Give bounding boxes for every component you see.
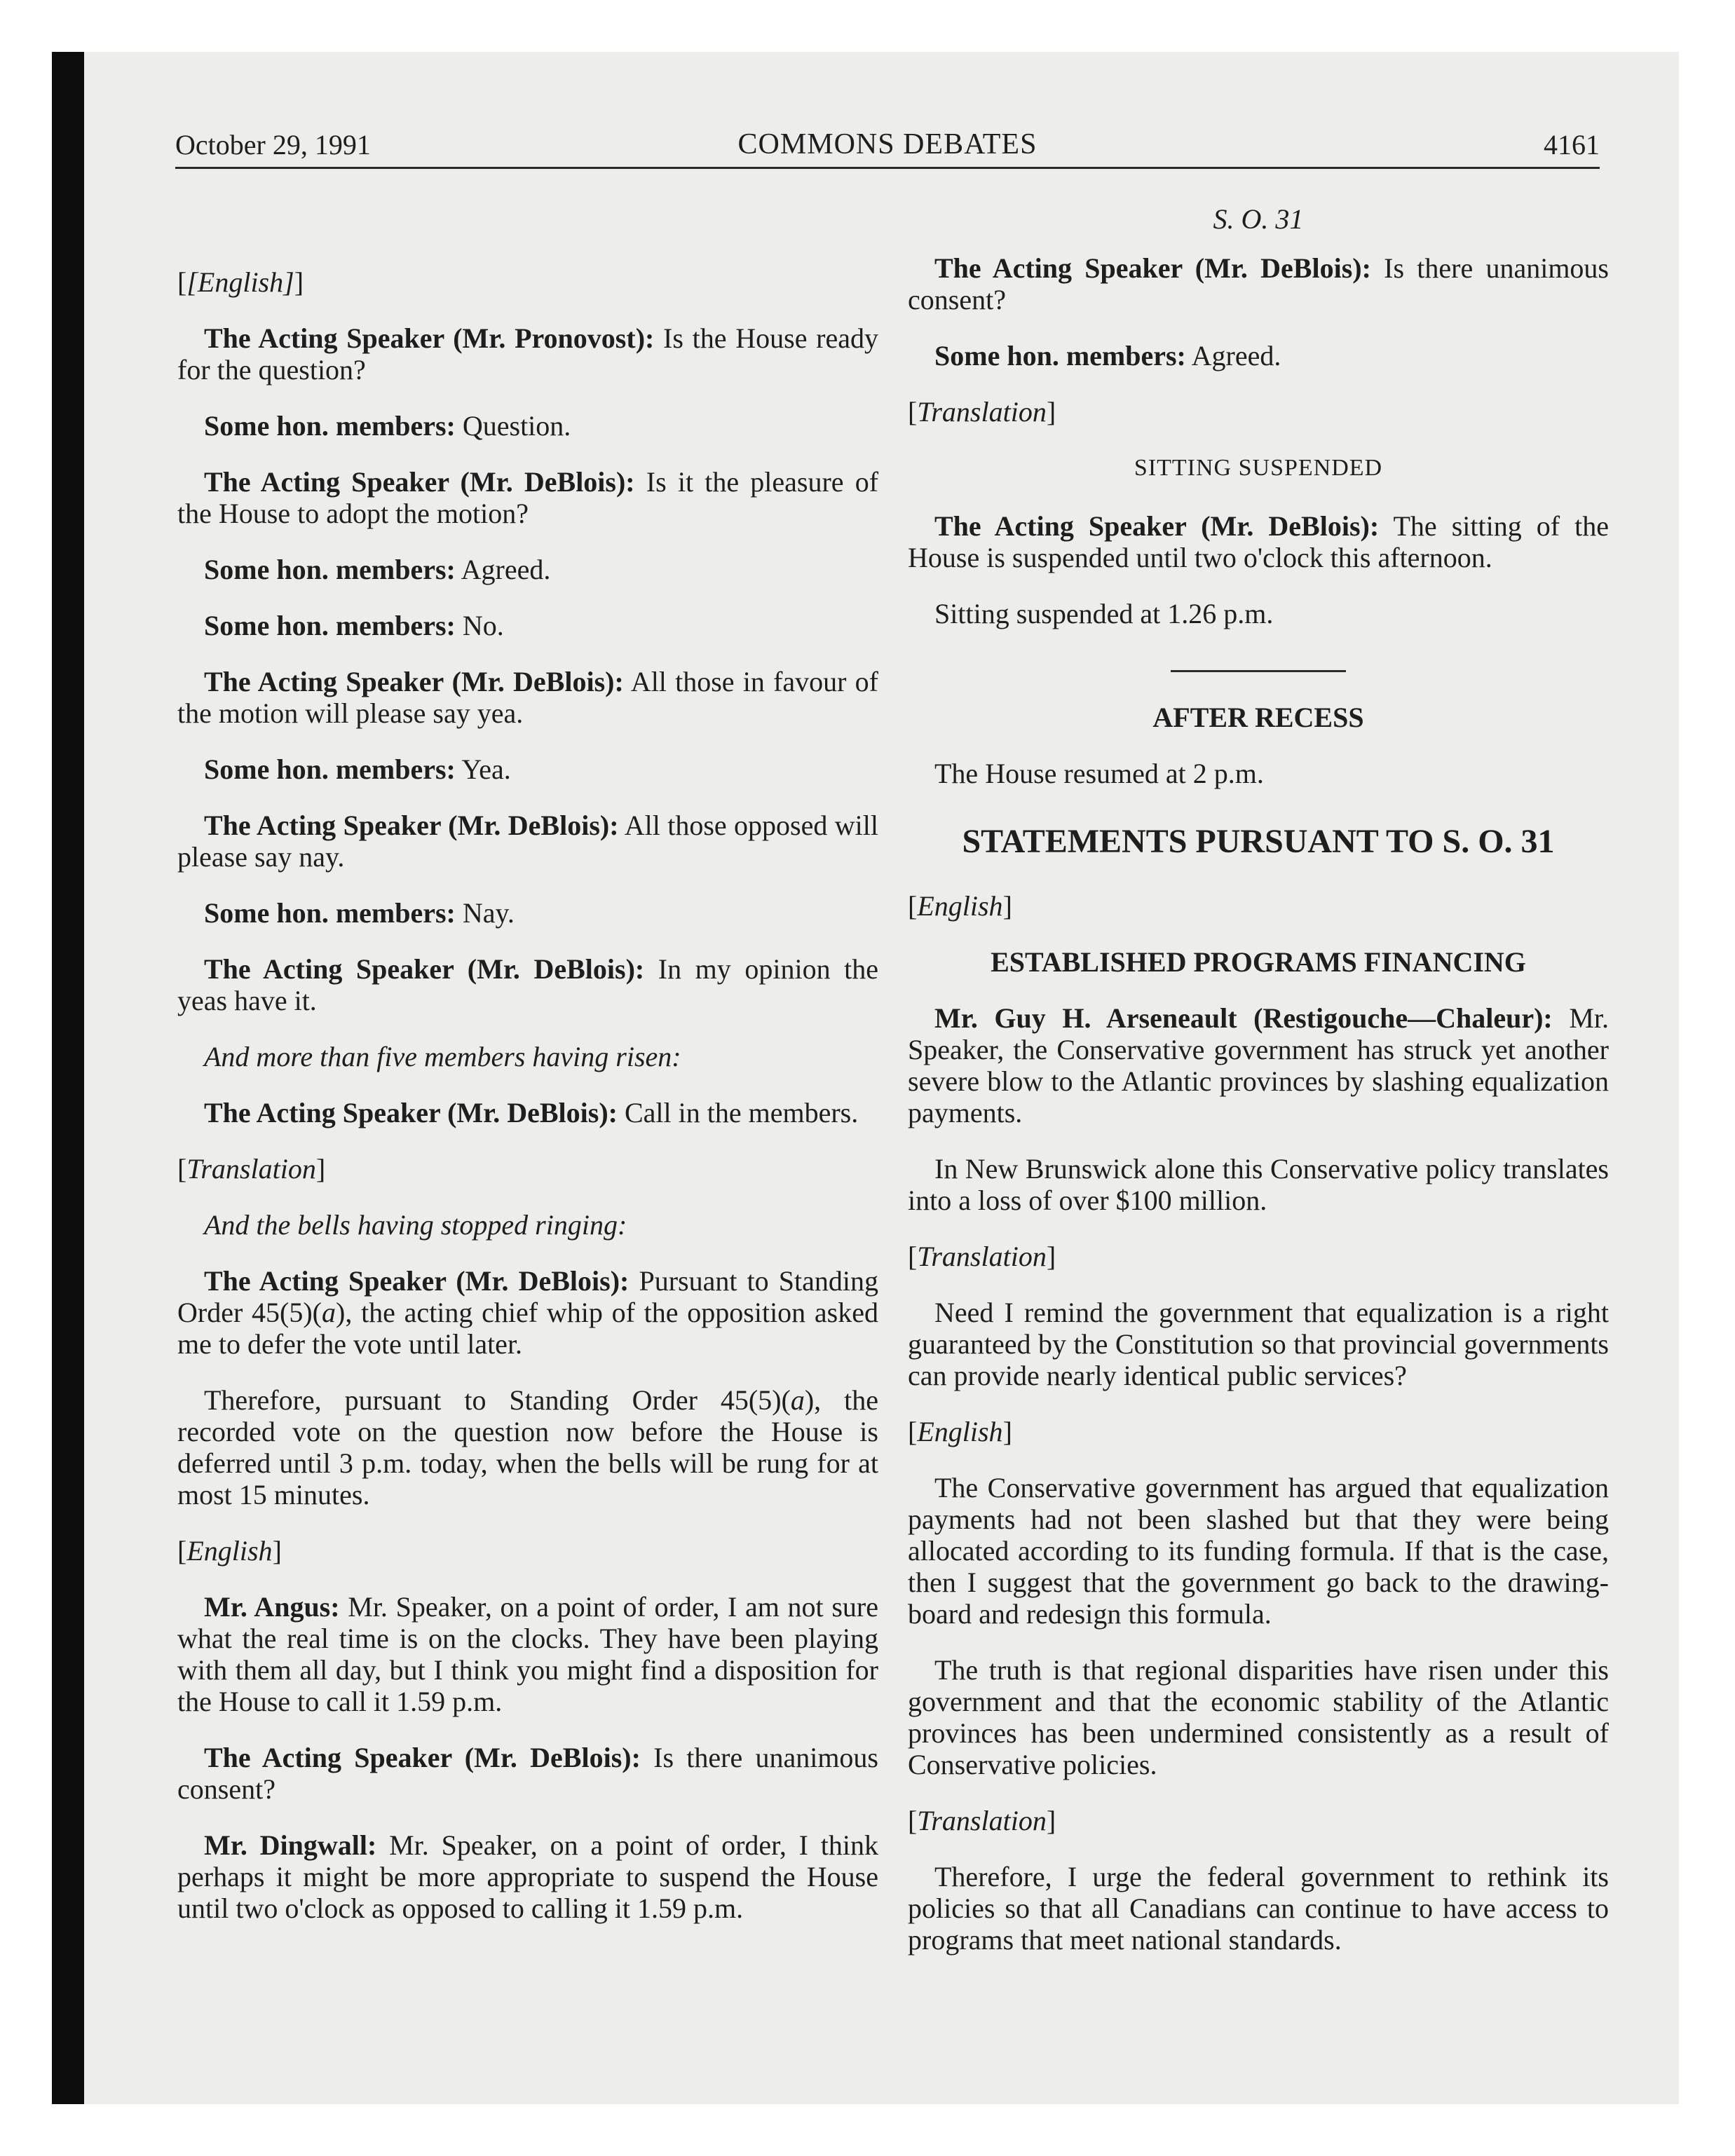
speech-text: Mr. Speaker, the Conservative government has struck yet another severe blow to the Atlantic provinces by slashing equalization payments.	[908, 1002, 1609, 1128]
speech-text: The sitting of the House is suspended until two o'clock this afternoon.	[908, 510, 1609, 573]
header-title: COMMONS DEBATES	[737, 128, 1037, 161]
speech-text: Question.	[455, 410, 571, 442]
speaker-name: Some hon. members:	[204, 554, 456, 585]
speech-text: Agreed.	[1185, 340, 1281, 371]
speech-paragraph	[177, 466, 878, 529]
speech-paragraph	[177, 554, 878, 585]
speaker-name: Some hon. members:	[204, 610, 456, 641]
speech-paragraph: In New Brunswick alone this Conservative policy translates into a loss of over $100 million.	[908, 1153, 1609, 1216]
section-divider	[1171, 670, 1346, 672]
speaker-name: Mr. Dingwall:	[204, 1829, 377, 1861]
language-tag: [English]	[177, 1535, 282, 1567]
speech-text: Mr. Speaker, on a point of order, I think perhaps it might be more appropriate to suspend the House until two o'clock as opposed to calling it 1.59 p.m.	[177, 1829, 879, 1924]
right-column	[908, 203, 1609, 1980]
header-date: October 29, 1991	[175, 129, 371, 161]
speaker-name: The Acting Speaker (Mr. DeBlois):	[204, 466, 635, 498]
speaker-name: Some hon. members:	[204, 753, 456, 785]
speech-text: Call in the members.	[617, 1097, 859, 1128]
speech-paragraph	[908, 510, 1609, 573]
language-tag: [Translation]	[177, 1153, 326, 1185]
speech-paragraph: The Conservative government has argued that equalization payments had not been slashed but that they were being allocated according to its funding formula. If that is the case, then I suggest that the government go back to the drawing-board and redesign this formula.	[908, 1472, 1609, 1630]
speaker-name: The Acting Speaker (Mr. DeBlois):	[934, 510, 1380, 542]
stage-direction: And more than five members having risen:	[204, 1041, 681, 1072]
speaker-name: Mr. Angus:	[204, 1591, 340, 1623]
speech-text: All those opposed will please say nay.	[177, 810, 878, 873]
speech-text: Pursuant to Standing Order 45(5)(	[177, 1265, 879, 1328]
speech-paragraph	[908, 1002, 1609, 1128]
speech-text: Therefore, pursuant to Standing Order 45(5)(	[204, 1384, 791, 1416]
speech-text-italic: a	[790, 1384, 805, 1416]
speech-text: Is there unanimous consent?	[177, 1742, 878, 1805]
after-recess-heading: AFTER RECESS	[1152, 702, 1364, 733]
speaker-name: Some hon. members:	[204, 410, 456, 442]
procedural-note: The House resumed at 2 p.m.	[934, 758, 1264, 789]
language-tag-text: [English]	[186, 266, 294, 298]
speaker-name: Some hon. members:	[934, 340, 1186, 371]
speech-text: Is it the pleasure of the House to adopt the motion?	[177, 466, 879, 529]
language-tag-text: Translation	[917, 1805, 1047, 1836]
speech-paragraph	[177, 953, 878, 1016]
speaker-name: The Acting Speaker (Mr. Pronovost):	[204, 322, 655, 354]
header-page-number: 4161	[1544, 129, 1600, 161]
speech-paragraph	[177, 1265, 878, 1360]
standing-order-reference: S. O. 31	[1213, 203, 1304, 235]
language-tag-text: Translation	[186, 1153, 316, 1185]
speech-text-italic: a	[322, 1297, 336, 1328]
speech-text: All those in favour of the motion will please say yea.	[177, 666, 879, 729]
speech-paragraph	[177, 666, 878, 729]
speech-paragraph	[908, 340, 1609, 371]
speaker-name: Some hon. members:	[204, 897, 456, 929]
speech-text: ), the acting chief whip of the opposition asked me to defer the vote until later.	[177, 1297, 879, 1360]
sitting-suspended-heading: SITTING SUSPENDED	[1134, 455, 1383, 481]
speech-paragraph	[177, 753, 878, 785]
speech-paragraph	[177, 1384, 878, 1510]
speech-paragraph: Therefore, I urge the federal government to rethink its policies so that all Canadians can continue to have access to programs that meet national standards.	[908, 1861, 1609, 1956]
subject-heading: ESTABLISHED PROGRAMS FINANCING	[991, 946, 1526, 978]
speech-text: Yea.	[455, 753, 511, 785]
speaker-name: Mr. Guy H. Arseneault (Restigouche—Chaleur):	[934, 1002, 1553, 1034]
procedural-note: Sitting suspended at 1.26 p.m.	[934, 598, 1274, 629]
speech-text: Mr. Speaker, on a point of order, I am not sure what the real time is on the clocks. They have been playing with them all day, but I think you might find a disposition for the House to call it 1.59 p.m.	[177, 1591, 878, 1717]
speech-text: Agreed.	[455, 554, 551, 585]
binding-edge	[52, 52, 84, 2104]
speech-text: In my opinion the yeas have it.	[177, 953, 879, 1016]
left-column	[177, 266, 878, 1949]
language-tag-text: English	[917, 890, 1003, 922]
speech-paragraph	[177, 897, 878, 929]
language-tag-text: English	[186, 1535, 273, 1567]
speech-text: No.	[455, 610, 504, 641]
speaker-name: The Acting Speaker (Mr. DeBlois):	[934, 252, 1371, 284]
language-tag: [Translation]	[908, 396, 1056, 428]
speech-paragraph	[177, 1829, 878, 1924]
speech-text: ), the recorded vote on the question now before the House is deferred until 3 p.m. today, when the bells will be rung for at most 15 minutes.	[177, 1384, 878, 1510]
speech-paragraph	[177, 1097, 878, 1128]
language-tag: [Translation]	[908, 1241, 1056, 1272]
speaker-name: The Acting Speaker (Mr. DeBlois):	[204, 666, 624, 697]
speech-paragraph	[177, 810, 878, 873]
page-header	[175, 125, 1600, 169]
language-tag-text: Translation	[917, 1241, 1047, 1272]
speech-paragraph: The truth is that regional disparities have risen under this government and that the economic stability of the Atlantic provinces has been undermined consistently as a result of Conservative policies.	[908, 1654, 1609, 1780]
speaker-name: The Acting Speaker (Mr. DeBlois):	[204, 953, 645, 985]
speech-paragraph	[177, 410, 878, 442]
speech-paragraph: Need I remind the government that equalization is a right guaranteed by the Constitution so that provincial governments can provide nearly identical public services?	[908, 1297, 1609, 1391]
speaker-name: The Acting Speaker (Mr. DeBlois):	[204, 1265, 630, 1297]
speech-paragraph	[908, 252, 1609, 315]
speech-text: Is the House ready for the question?	[177, 322, 878, 386]
speaker-name: The Acting Speaker (Mr. DeBlois):	[204, 1097, 618, 1128]
speech-text: Is there unanimous consent?	[908, 252, 1609, 315]
speech-paragraph	[177, 1742, 878, 1805]
speaker-name: The Acting Speaker (Mr. DeBlois):	[204, 1742, 641, 1773]
speech-text: Nay.	[455, 897, 515, 929]
language-tag: [[English]]	[177, 266, 304, 298]
language-tag-text: Translation	[917, 396, 1047, 428]
speech-paragraph	[177, 610, 878, 641]
speech-paragraph	[177, 322, 878, 386]
section-heading: STATEMENTS PURSUANT TO S. O. 31	[962, 823, 1555, 860]
language-tag: [English]	[908, 890, 1012, 922]
speaker-name: The Acting Speaker (Mr. DeBlois):	[204, 810, 619, 841]
speech-paragraph	[177, 1591, 878, 1717]
language-tag: [English]	[908, 1416, 1012, 1447]
stage-direction: And the bells having stopped ringing:	[204, 1209, 627, 1241]
language-tag: [Translation]	[908, 1805, 1056, 1836]
language-tag-text: English	[917, 1416, 1003, 1447]
